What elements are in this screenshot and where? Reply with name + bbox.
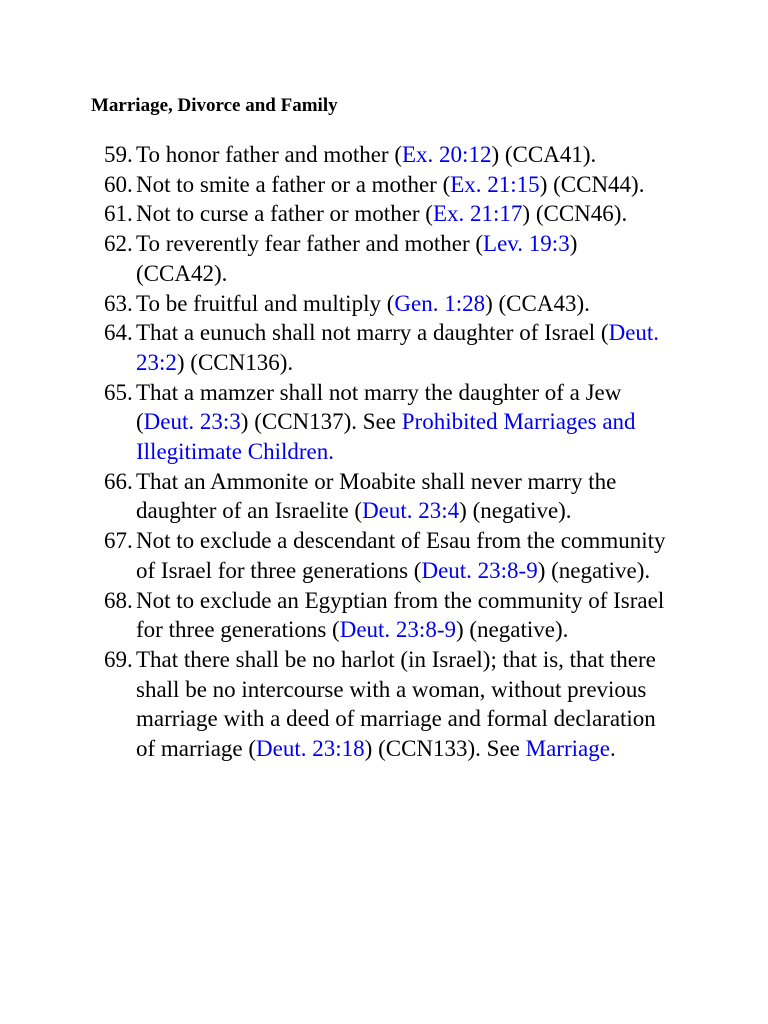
reference-link[interactable]: Deut. 23:8-9 <box>339 617 456 643</box>
item-text-segment: ) (negative). <box>459 498 572 524</box>
item-number: 64. <box>104 320 133 346</box>
commandment-list <box>104 140 704 764</box>
item-text-segment: To reverently fear father and mother ( <box>136 231 484 257</box>
reference-link[interactable]: Ex. 21:15 <box>450 171 540 197</box>
item-number: 63. <box>104 290 133 316</box>
item-text-segment: Not to smite a father or a mother ( <box>136 171 451 197</box>
reference-link[interactable]: Deut. 23:4 <box>362 498 460 524</box>
item-text-segment: That an Ammonite or Moabite shall never marry the daughter of an Israelite ( <box>136 468 617 524</box>
section-heading: Marriage, Divorce and Family <box>91 95 338 116</box>
item-text-segment: Not to exclude a descendant of Esau from the community of Israel for three generations ( <box>136 528 666 583</box>
item-text-segment: To be fruitful and multiply ( <box>136 290 395 316</box>
item-text-segment: That a mamzer shall not marry the daughter of a Jew ( <box>136 379 622 435</box>
item-number: 66. <box>104 468 133 494</box>
reference-link[interactable]: Ex. 21:17 <box>432 201 523 227</box>
item-text-segment: To honor father and mother ( <box>136 142 402 167</box>
list-item <box>104 170 704 200</box>
item-number: 61. <box>104 201 133 227</box>
list-item <box>104 289 704 319</box>
item-text-segment: ) (CCA43). <box>485 290 590 316</box>
item-text-segment: ) (CCN133). See <box>364 736 526 762</box>
item-text-segment: Not to exclude an Egyptian from the community of Israel for three generations ( <box>136 587 665 643</box>
item-text <box>136 229 671 288</box>
item-text <box>136 467 671 526</box>
item-number: 68. <box>104 587 133 613</box>
item-number: 65. <box>104 379 133 405</box>
reference-link[interactable]: Deut. 23:2 <box>136 320 660 375</box>
item-text-segment: That there shall be no harlot (in Israel); that is, that there shall be no intercourse with a woman, without previous marriage with a deed of marriage and formal declaration of marriage ( <box>136 646 656 762</box>
list-item <box>104 526 704 585</box>
item-text <box>136 170 671 200</box>
item-text-segment: ) (negative). <box>455 617 569 643</box>
item-text-segment: ) (negative). <box>537 557 651 583</box>
item-text <box>136 289 671 319</box>
item-text-segment: ) (CCN44). <box>539 171 645 197</box>
list-item <box>104 467 704 526</box>
item-number: 67. <box>104 528 133 554</box>
item-text-segment: Not to curse a father or mother ( <box>136 201 433 227</box>
reference-link[interactable]: Deut. 23:8-9 <box>421 557 538 583</box>
item-text-segment: . <box>609 736 616 762</box>
item-text-segment: ) (CCA41). <box>491 142 597 167</box>
list-item <box>104 378 704 467</box>
item-number: 59. <box>104 142 133 167</box>
item-text <box>136 645 671 764</box>
item-number: 62. <box>104 231 133 257</box>
item-text-segment: ) (CCN136). <box>176 349 294 375</box>
reference-link[interactable]: Deut. 23:3 <box>143 409 241 435</box>
item-text <box>136 378 671 467</box>
list-item <box>104 140 704 170</box>
reference-link[interactable]: Ex. 20:12 <box>402 142 492 167</box>
reference-link[interactable]: Gen. 1:28 <box>394 290 486 316</box>
item-text-segment: ) (CCN46). <box>522 201 628 227</box>
item-text <box>136 199 671 229</box>
item-text-segment: ) (CCA42). <box>136 231 578 286</box>
item-text-segment: That a eunuch shall not marry a daughter of Israel ( <box>136 320 609 346</box>
list-item <box>104 318 704 377</box>
item-text <box>136 526 671 585</box>
list-item <box>104 645 704 764</box>
item-text <box>136 586 671 645</box>
item-number: 60. <box>104 171 133 197</box>
list-item <box>104 586 704 645</box>
list-item <box>104 229 704 288</box>
item-number: 69. <box>104 646 133 672</box>
reference-link[interactable]: Deut. 23:18 <box>256 736 365 762</box>
item-text <box>136 318 671 377</box>
item-text-segment: ) (CCN137). See <box>240 409 402 435</box>
reference-link[interactable]: Prohibited Marriages and Illegitimate Children. <box>136 409 636 465</box>
reference-link[interactable]: Lev. 19:3 <box>483 231 570 257</box>
item-text <box>136 140 671 170</box>
list-item <box>104 199 704 229</box>
reference-link[interactable]: Marriage <box>525 736 610 762</box>
